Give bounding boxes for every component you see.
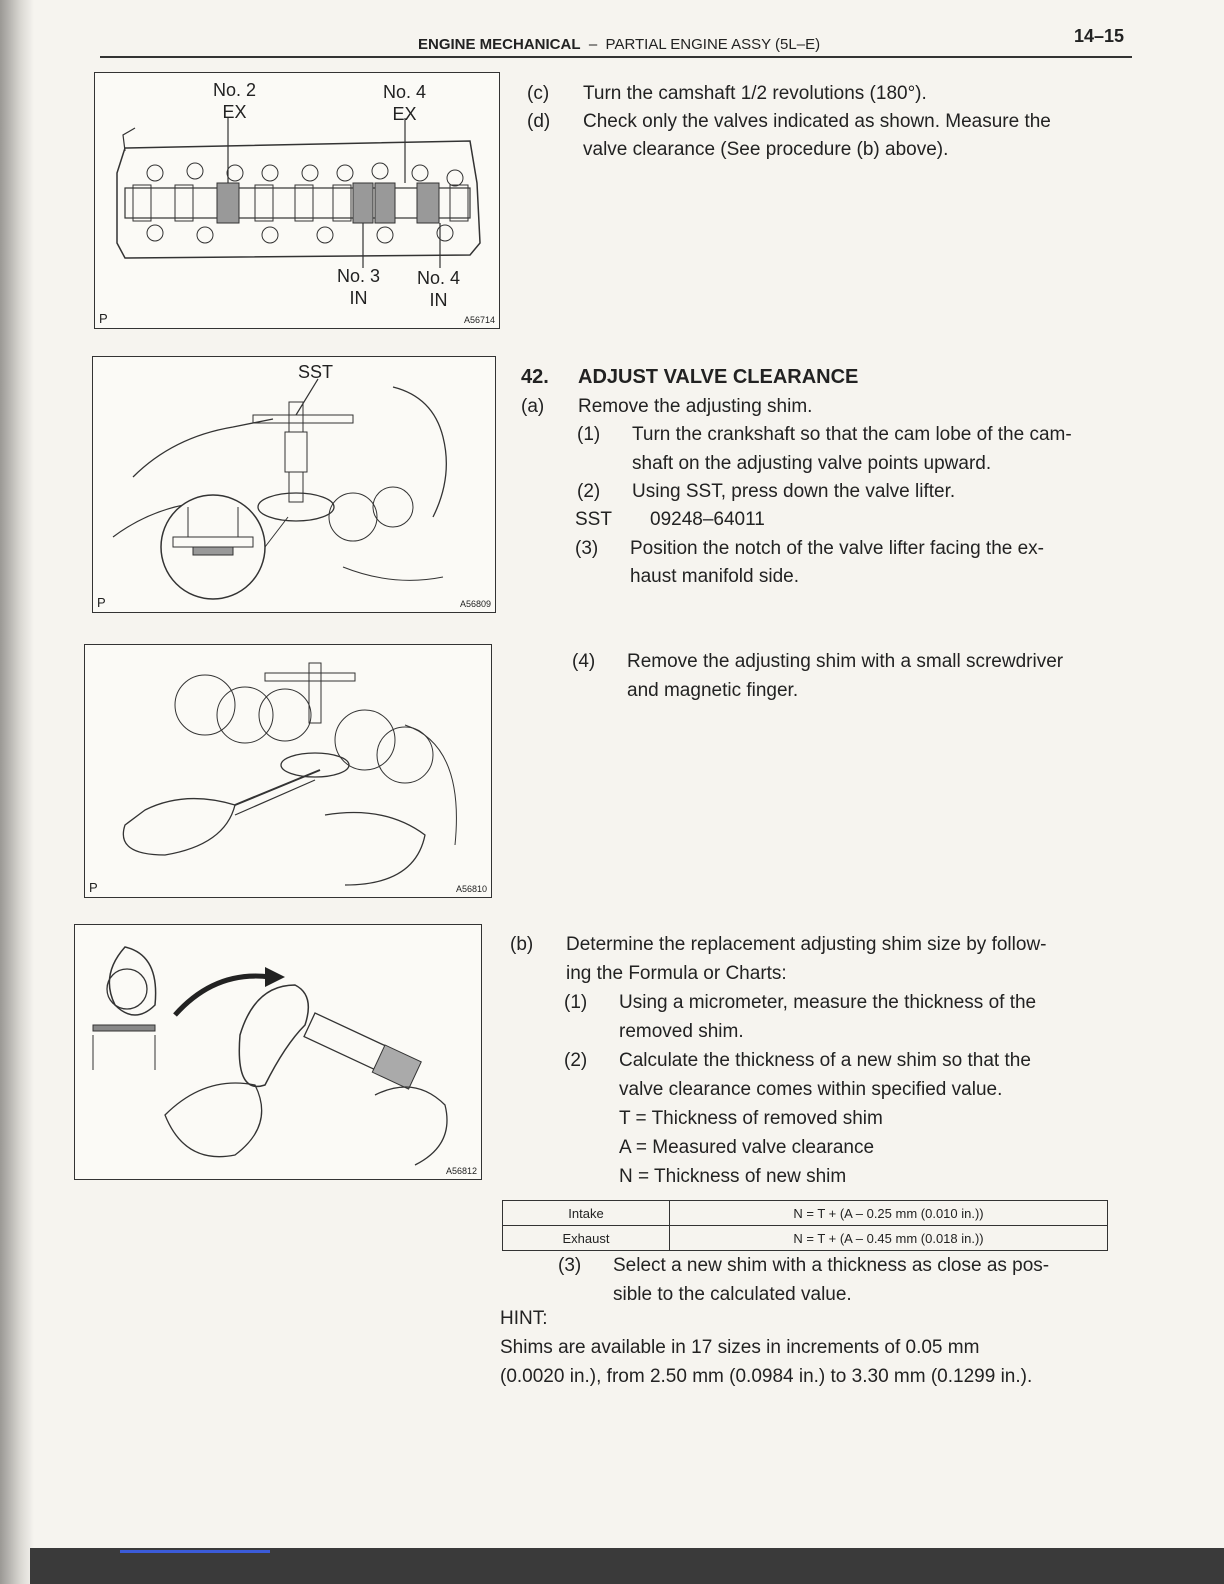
header-section: ENGINE MECHANICAL xyxy=(418,36,581,53)
step-b1-line1: Using a micrometer, measure the thickness of the xyxy=(619,992,1037,1013)
step-d-marker: (d) xyxy=(527,111,551,132)
figure-code: A56810 xyxy=(455,884,487,894)
step-b3-line2: sible to the calculated value. xyxy=(613,1284,852,1305)
step-b-line1: Determine the replacement adjusting shim size by follow- xyxy=(566,934,1047,955)
table-row xyxy=(503,1201,1108,1226)
step-c-text: Turn the camshaft 1/2 revolutions (180°). xyxy=(583,83,927,104)
section-42-number: 42. xyxy=(521,366,549,388)
hint-line1: Shims are available in 17 sizes in increments of 0.05 mm xyxy=(500,1337,980,1358)
page-binding-shadow xyxy=(0,0,34,1584)
figure-code: A56714 xyxy=(463,315,495,325)
definition-a: A = Measured valve clearance xyxy=(619,1137,875,1158)
label-no4-ex: No. 4 xyxy=(383,82,427,102)
label-no2: No. 2 xyxy=(213,80,257,100)
step-a1-line2: shaft on the adjusting valve points upward. xyxy=(632,453,992,474)
figure-micrometer xyxy=(74,924,482,1180)
scan-bottom-edge xyxy=(30,1548,1224,1584)
step-a4-line2: and magnetic finger. xyxy=(627,680,799,701)
step-a4-line1: Remove the adjusting shim with a small screwdriver xyxy=(627,651,1064,672)
step-a2-marker: (2) xyxy=(577,481,601,502)
step-a-marker: (a) xyxy=(521,396,545,417)
micrometer-drawing xyxy=(75,925,481,1179)
page-header xyxy=(418,36,820,53)
step-b1-line2: removed shim. xyxy=(619,1021,744,1042)
header-subsection: PARTIAL ENGINE ASSY (5L–E) xyxy=(605,36,821,53)
figure-code: A56809 xyxy=(459,599,491,609)
formula-intake: N = T + (A – 0.25 mm (0.010 in.)) xyxy=(670,1201,1108,1226)
label-ex-2: EX xyxy=(392,104,417,124)
step-b1-marker: (1) xyxy=(564,992,588,1013)
sst-press-drawing xyxy=(93,357,495,612)
figure-p-mark: P xyxy=(97,595,106,610)
step-b2-line2: valve clearance comes within specified value. xyxy=(619,1079,1003,1100)
label-in-2: IN xyxy=(429,290,448,310)
figure-sst-press xyxy=(92,356,496,613)
section-42-title: ADJUST VALVE CLEARANCE xyxy=(578,366,859,388)
step-a3-line1: Position the notch of the valve lifter facing the ex- xyxy=(630,538,1045,559)
header-separator: – xyxy=(588,36,598,53)
definition-t: T = Thickness of removed shim xyxy=(619,1108,883,1129)
step-a2-text: Using SST, press down the valve lifter. xyxy=(632,481,956,502)
header-rule xyxy=(100,56,1132,58)
label-sst: SST xyxy=(298,362,334,382)
remove-shim-drawing xyxy=(85,645,491,897)
page-number: 14–15 xyxy=(1074,26,1125,46)
sst-label: SST xyxy=(575,509,612,530)
label-in-1: IN xyxy=(349,288,368,308)
label-no3: No. 3 xyxy=(337,266,381,286)
figure-p-mark: P xyxy=(89,880,98,895)
step-a3-marker: (3) xyxy=(575,538,599,559)
table-row xyxy=(503,1226,1108,1251)
formula-exhaust: N = T + (A – 0.45 mm (0.018 in.)) xyxy=(670,1226,1108,1251)
definition-n: N = Thickness of new shim xyxy=(619,1166,847,1187)
step-b-marker: (b) xyxy=(510,934,534,955)
row-label-exhaust: Exhaust xyxy=(503,1226,670,1251)
figure-remove-shim xyxy=(84,644,492,898)
row-label-intake: Intake xyxy=(503,1201,670,1226)
step-d-line1: Check only the valves indicated as shown. Measure the xyxy=(583,111,1051,132)
step-b2-line1: Calculate the thickness of a new shim so that the xyxy=(619,1050,1031,1071)
step-a1-marker: (1) xyxy=(577,424,601,445)
hint-title: HINT: xyxy=(500,1308,548,1329)
label-no4-in: No. 4 xyxy=(417,268,461,288)
figure-valve-layout xyxy=(94,72,500,329)
step-a4-marker: (4) xyxy=(572,651,596,672)
hint-line2: (0.0020 in.), from 2.50 mm (0.0984 in.) to 3.30 mm (0.1299 in.). xyxy=(500,1366,1033,1387)
step-b3-marker: (3) xyxy=(558,1255,582,1276)
step-b3-line1: Select a new shim with a thickness as close as pos- xyxy=(613,1255,1050,1276)
figure-p-mark: P xyxy=(99,311,108,326)
sst-number: 09248–64011 xyxy=(650,509,765,530)
label-ex-1: EX xyxy=(222,102,247,122)
step-c-marker: (c) xyxy=(527,83,550,104)
step-a-text: Remove the adjusting shim. xyxy=(578,396,813,417)
scan-artifact-line xyxy=(120,1550,270,1553)
step-a3-line2: haust manifold side. xyxy=(630,566,799,587)
step-d-line2: valve clearance (See procedure (b) above). xyxy=(583,139,949,160)
step-b2-marker: (2) xyxy=(564,1050,588,1071)
step-b-line2: ing the Formula or Charts: xyxy=(566,963,787,984)
figure-code: A56812 xyxy=(445,1166,477,1176)
shim-formula-table xyxy=(502,1200,1108,1251)
step-a1-line1: Turn the crankshaft so that the cam lobe of the cam- xyxy=(632,424,1072,445)
